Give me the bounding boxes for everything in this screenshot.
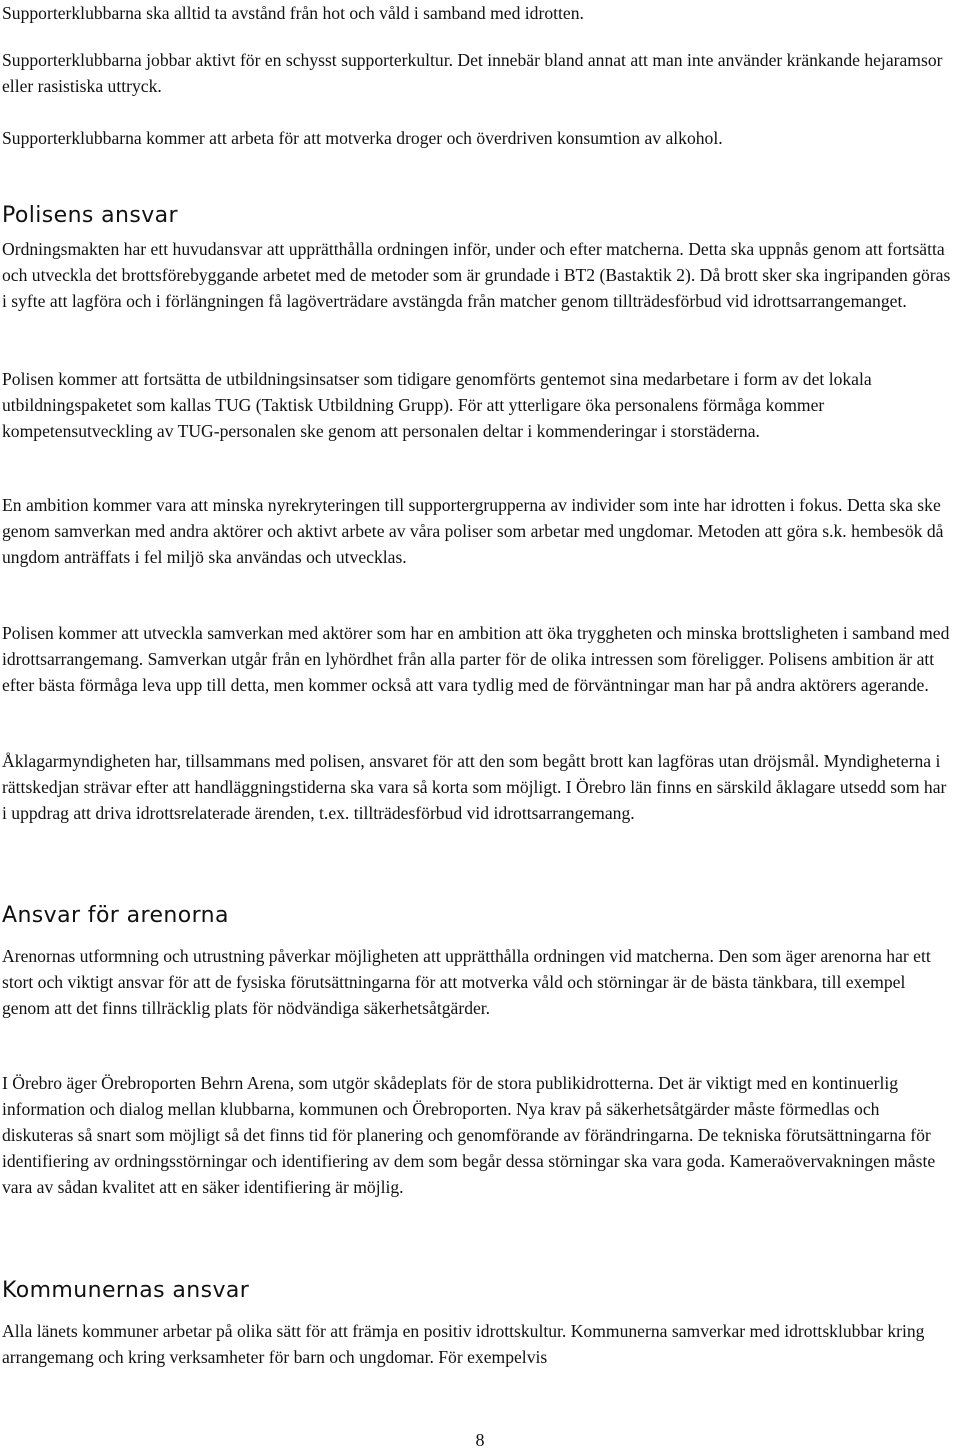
paragraph: Supporterklubbarna kommer att arbeta för att motverka droger och överdriven konsumtion av alkohol. (2, 128, 723, 148)
paragraph: Arenornas utformning och utrustning påverkar möjligheten att upprätthålla ordningen vid matcherna. Den som äger arenorna har ett stort och viktigt ansvar för att de fysiska förutsättningarna för att motverka våld och störningar är de bästa tänkbara, till exempel genom att det finns tillräcklig plats för nödvändiga säkerhetsåtgärder. (2, 946, 931, 1018)
paragraph: I Örebro äger Örebroporten Behrn Arena, som utgör skådeplats för de stora publikidrotterna. Det är viktigt med en kontinuerlig information och dialog mellan klubbarna, kommunen och Örebroporten. Nya krav på säkerhetsåtgärder måste förmedlas och diskuteras så snart som möjligt så det finns tid för planering och genomförande av förändringarna. De tekniska förutsättningarna för identifiering av ordningsstörningar och identifiering av dem som begår dessa störningar ska vara goda. Kameraövervakningen måste vara av sådan kvalitet att en säker identifiering är möjlig. (2, 1073, 936, 1197)
page-number: 8 (475, 1430, 485, 1450)
section-heading-arenor: Ansvar för arenorna (2, 903, 229, 928)
paragraph: Åklagarmyndigheten har, tillsammans med polisen, ansvaret för att den som begått brott kan lagföras utan dröjsmål. Myndigheterna i rättskedjan strävar efter att handläggningstiderna ska vara så korta som möjligt. I Örebro län finns en särskild åklagare utsedd som har i uppdrag att driva idrottsrelaterade ärenden, t.ex. tillträdesförbud vid idrottsarrangemang. (2, 751, 947, 823)
paragraph: Supporterklubbarna ska alltid ta avstånd från hot och våld i samband med idrotten. (2, 3, 584, 23)
section-heading-polisen: Polisens ansvar (2, 203, 178, 228)
paragraph: Ordningsmakten har ett huvudansvar att upprätthålla ordningen inför, under och efter matcherna. Detta ska uppnås genom att fortsätta och utveckla det brottsförebyggande arbetet med de metoder som är grundade i BT2 (Bastaktik 2). Då brott sker ska ingripanden göras i syfte att lagföra och i förlängningen få lagöverträdare avstängda från matcher genom tillträdesförbud vid idrottsarrangemanget. (2, 239, 951, 311)
paragraph: Alla länets kommuner arbetar på olika sätt för att främja en positiv idrottskultur. Kommunerna samverkar med idrottsklubbar kring arrangemang och kring verksamheter för barn och ungdomar. För exempelvis (2, 1321, 925, 1367)
section-heading-kommuner: Kommunernas ansvar (2, 1278, 250, 1303)
paragraph: Polisen kommer att utveckla samverkan med aktörer som har en ambition att öka tryggheten och minska brottsligheten i samband med idrottsarrangemang. Samverkan utgår från en lyhördhet från alla parter för de olika intressen som föreligger. Polisens ambition är att efter bästa förmåga leva upp till detta, men kommer också att vara tydlig med de förväntningar man har på andra aktörers agerande. (2, 623, 950, 695)
paragraph: Supporterklubbarna jobbar aktivt för en schysst supporterkultur. Det innebär bland annat att man inte använder kränkande hejaramsor eller rasistiska uttryck. (2, 50, 943, 96)
paragraph: En ambition kommer vara att minska nyrekryteringen till supportergrupperna av individer som inte har idrotten i fokus. Detta ska ske genom samverkan med andra aktörer och aktivt arbete av våra poliser som arbetar med ungdomar. Metoden att göra s.k. hembesök då ungdom anträffats i fel miljö ska användas och utvecklas. (2, 495, 944, 567)
paragraph: Polisen kommer att fortsätta de utbildningsinsatser som tidigare genomförts gentemot sina medarbetare i form av det lokala utbildningspaketet som kallas TUG (Taktisk Utbildning Grupp). För att ytterligare öka personalens förmåga kommer kompetensutveckling av TUG-personalen ske genom att personalen deltar i kommenderingar i storstäderna. (2, 369, 872, 441)
